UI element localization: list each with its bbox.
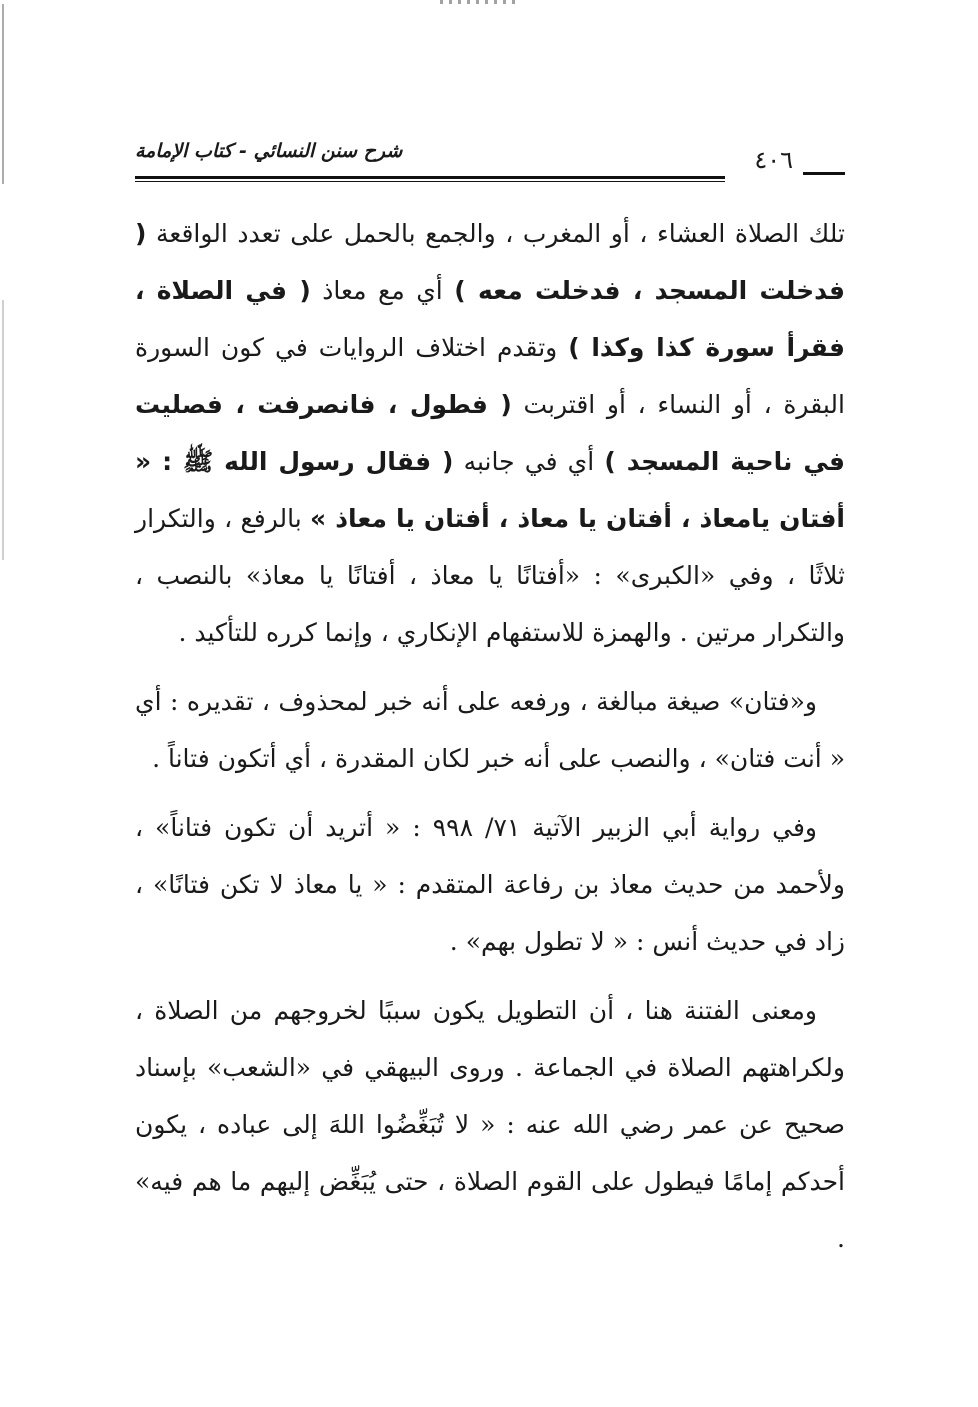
scan-edge-line [2,300,4,560]
running-title: شرح سنن النسائي - كتاب الإمامة [135,140,403,162]
page-number-dash [803,172,845,175]
paragraph [135,205,845,661]
scan-edge-line [2,4,4,184]
paragraph [135,799,845,970]
page-body [135,205,845,1279]
page-header [135,140,845,184]
text-segment: أي في جانبه [453,447,605,476]
page-number: ٤٠٦ [754,146,793,174]
scan-artifact-top [440,0,520,4]
text-segment: وتقدم اختلاف الروايات في كون السورة البقرة ، أو النساء ، أو اقتربت [135,333,845,419]
quoted-hadith-segment: ( فطول ، فانصرفت ، فصليت في ناحية المسجد ) [135,390,845,476]
text-segment: أي مع معاذ [310,276,455,305]
quoted-hadith-segment: ( فدخلت المسجد ، فدخلت معه ) [135,219,845,305]
text-segment: بالرفع ، والتكرار ثلاثًا ، وفي «الكبرى» : «أفتانًا يا معاذ ، أفتانًا يا معاذ» بالنصب ، والتكرار مرتين . والهمزة للاستفهام الإنكاري ، وإنما كرره للتأكيد . [135,504,845,647]
quoted-hadith-segment: ( في الصلاة ، فقرأ سورة كذا وكذا ) [135,276,845,362]
text-segment: و«فتان» صيغة مبالغة ، ورفعه على أنه خبر لمحذوف ، تقديره : أي « أنت فتان» ، والنصب على أنه خبر لكان المقدرة ، أي أتكون فتاناً . [135,687,845,773]
header-rule [135,176,725,182]
quoted-hadith-segment: ( فقال رسول الله ﷺ : « أفتان يامعاذ ، أفتان يا معاذ ، أفتان يا معاذ » [135,447,846,533]
paragraph [135,982,845,1267]
text-segment: ومعنى الفتنة هنا ، أن التطويل يكون سببًا لخروجهم من الصلاة ، ولكراهتهم الصلاة في الجماعة . وروى البيهقي في «الشعب» بإسناد صحيح عن عمر رضي الله عنه : « لا تُبَغِّضُوا اللهَ إلى عباده ، يكون أحدكم إمامًا فيطول على القوم الصلاة ، حتى يُبَغِّض إليهم ما هم فيه» . [135,996,845,1253]
text-segment: تلك الصلاة العشاء ، أو المغرب ، والجمع بالحمل على تعدد الواقعة [146,219,845,248]
text-segment: وفي رواية أبي الزبير الآتية ٧١/ ٩٩٨ : « أتريد أن تكون فتاناً» ، ولأحمد من حديث معاذ بن رفاعة المتقدم : « يا معاذ لا تكن فتانًا» ، زاد في حديث أنس : « لا تطول بهم» . [135,813,845,956]
paragraph [135,673,845,787]
